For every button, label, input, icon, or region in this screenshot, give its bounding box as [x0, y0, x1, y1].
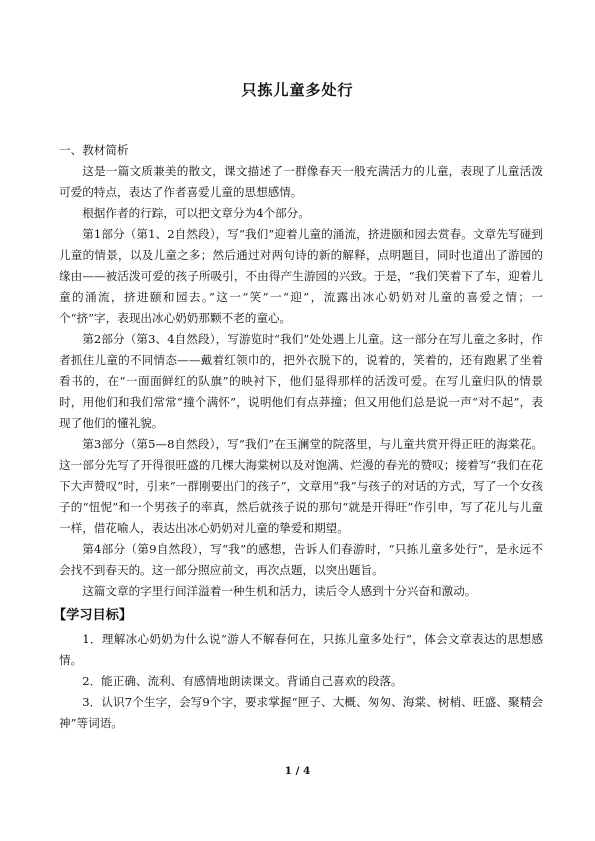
- section-heading-learning-goals: 【学习目标】: [53, 608, 133, 623]
- page-number: 1 / 4: [284, 765, 311, 777]
- paragraph-summary: 这篇文章的字里行间洋溢着一种生机和活力，读后令人感到十分兴奋和激动。: [82, 584, 477, 598]
- paragraph-structure: 根据作者的行踪，可以把文章分为4个部分。: [82, 206, 310, 220]
- document-title: 只拣儿童多处行: [241, 81, 354, 99]
- paragraph-intro: 这是一篇文质兼美的散文，课文描述了一群像春天一般充满活力的儿童，表现了儿童活泼可爱的特点，表达了作者喜爱儿童的思想感情。: [59, 164, 543, 199]
- goal-item-3: 3．认识7个生字，会写9个字，要求掌握“匣子、大概、匆匆、海棠、树梢、旺盛、聚精会神”等词语。: [59, 695, 543, 730]
- document-body: [53, 140, 543, 734]
- goal-item-2: 2．能正确、流利、有感情地朗读课文。背诵自己喜欢的段落。: [82, 674, 403, 688]
- section-heading-textbook-analysis: 一、教材简析: [59, 143, 129, 157]
- paragraph-part-3: 第3部分（第5—8自然段），写“我们”在玉澜堂的院落里，与儿童共赏开得正旺的海棠花。这一部分先写了开得很旺盛的几棵大海棠树以及对饱满、烂漫的春光的赞叹；接着写“我们在花下大声赞叹”时，引来“一群刚要出门的孩子”，文章用“我”与孩子的对话的方式，写了一个女孩子的“忸怩”和一个男孩子的率真，然后就孩子说的那句“就是开得旺”作引申，写了花儿与儿童一样，借花喻人，表达出冰心奶奶对儿童的挚爱和期望。: [59, 437, 543, 535]
- paragraph-part-1: 第1部分（第1、2自然段），写“我们”迎着儿童的涌流，挤进颐和园去赏春。文章先写碰到儿童的情景，以及儿童之多；然后通过对两句诗的新的解释，点明题目，同时也道出了游园的缘由——被活泼可爱的孩子所吸引，不由得产生游园的兴致。于是，“我们笑着下了车，迎着儿童的涌流，挤进颐和园去。”这一“笑”一“迎”，流露出冰心奶奶对儿童的喜爱之情；一个“挤”字，表现出冰心奶奶那颗不老的童心。: [59, 227, 543, 325]
- paragraph-part-2: 第2部分（第3、4自然段），写游览时“我们”处处遇上儿童。这一部分在写儿童之多时，作者抓住儿童的不同情态——戴着红领巾的，把外衣脱下的，说着的，笑着的，还有跑累了坐着看书的，在“一面面鲜红的队旗”的映衬下，他们显得那样的活泼可爱。在写儿童归队的情景时，用他们和我们常常“撞个满怀”，说明他们有点莽撞；但又用他们总是说一声“对不起”，表现了他们的懂礼貌。: [59, 332, 543, 430]
- goal-item-1: 1．理解冰心奶奶为什么说“游人不解春何在，只拣儿童多处行”，体会文章表达的思想感情。: [59, 632, 543, 667]
- paragraph-part-4: 第4部分（第9自然段），写“我”的感想，告诉人们春游时，“只拣儿童多处行”，是永远不会找不到春天的。这一部分照应前文，再次点题，以突出题旨。: [59, 542, 543, 577]
